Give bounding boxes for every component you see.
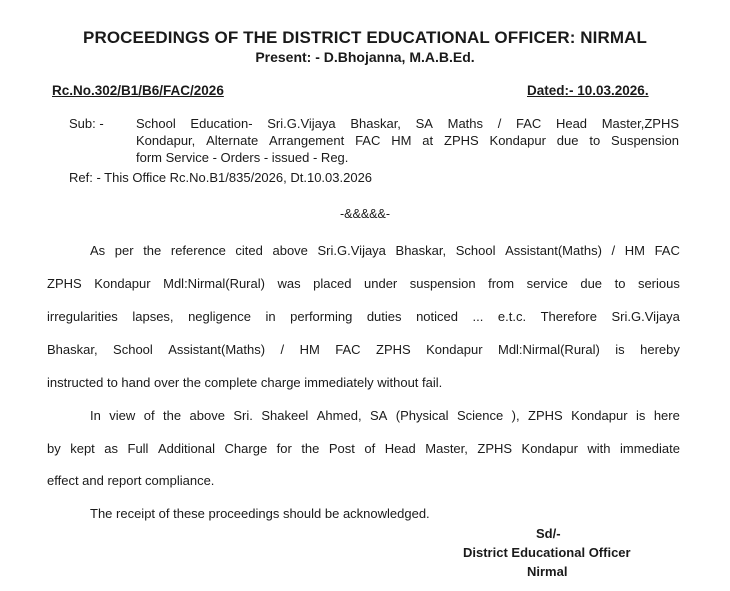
word: FAC — [654, 243, 680, 258]
present-officer: Present: - D.Bhojanna, M.A.B.Ed. — [255, 49, 475, 65]
word: Master, — [425, 441, 468, 456]
word: hereby — [640, 342, 680, 357]
word: Assistant(Maths) — [505, 243, 602, 258]
word: Kondapur — [426, 342, 483, 357]
word: suspension — [409, 276, 476, 291]
word: FAC — [355, 133, 381, 148]
word: HM — [624, 243, 645, 258]
word: Suspension — [611, 133, 679, 148]
word: ), — [511, 408, 520, 423]
word: Kondapur — [521, 441, 578, 456]
paragraph1-line-1 — [90, 243, 680, 258]
word: As — [90, 243, 106, 258]
word: Full — [127, 441, 149, 456]
word: Alternate — [206, 133, 259, 148]
word: Assistant(Maths) — [168, 342, 266, 357]
document-title: PROCEEDINGS OF THE DISTRICT EDUCATIONAL OFFICER: NIRMAL — [83, 28, 647, 47]
word: the — [143, 243, 162, 258]
word: noticed — [416, 309, 458, 324]
paragraph1-line — [90, 243, 680, 258]
paragraph1-line — [47, 309, 680, 324]
word: duties — [366, 309, 402, 324]
word: School — [136, 116, 176, 131]
word: of — [143, 408, 155, 423]
word: Bhaskar, — [47, 342, 98, 357]
signature-sd: Sd/- — [536, 526, 561, 541]
paragraph2-line-1 — [90, 408, 680, 423]
signature-place: Nirmal — [527, 564, 568, 579]
word: of — [364, 441, 376, 456]
word: reference — [170, 243, 226, 258]
word: was — [277, 276, 301, 291]
paragraph2-line-2 — [47, 441, 680, 456]
word: is — [615, 342, 625, 357]
word: irregularities — [47, 309, 118, 324]
word: Therefore — [540, 309, 597, 324]
word: Additional — [157, 441, 216, 456]
word: Kondapur — [94, 276, 151, 291]
word: from — [488, 276, 515, 291]
word: with — [587, 441, 611, 456]
word: ZPHS — [528, 408, 563, 423]
word: ZPHS — [376, 342, 411, 357]
word: for — [276, 441, 292, 456]
paragraph1-line-5: instructed to hand over the complete charge immediately without fail. — [47, 375, 443, 390]
word: kept — [70, 441, 95, 456]
word: view — [109, 408, 136, 423]
word: HM — [391, 133, 412, 148]
word: Sri.G.Vijaya — [611, 309, 680, 324]
word: / — [497, 116, 502, 131]
word: FAC — [515, 116, 542, 131]
separator: -&&&&&- — [339, 207, 390, 221]
word: per — [114, 243, 134, 258]
word: under — [364, 276, 398, 291]
word: Kondapur, — [136, 133, 196, 148]
word: Science — [456, 408, 504, 423]
word: above — [272, 243, 308, 258]
word: School — [455, 243, 496, 258]
word: negligence — [188, 309, 251, 324]
word: to — [614, 276, 626, 291]
word: Sri.G.Vijaya — [267, 116, 336, 131]
word: SA — [415, 116, 433, 131]
word: due — [580, 276, 603, 291]
word: Education- — [190, 116, 253, 131]
word: Shakeel — [261, 408, 309, 423]
word: Sri. — [233, 408, 253, 423]
word: Maths — [447, 116, 484, 131]
word: Kondapur — [571, 408, 628, 423]
paragraph1-line-2 — [47, 276, 680, 291]
paragraph2-line — [47, 441, 680, 456]
paragraph1-line-4 — [47, 342, 680, 357]
paragraph1-line — [47, 342, 680, 357]
word: the — [301, 441, 320, 456]
subject-line — [136, 116, 679, 131]
word: the — [163, 408, 182, 423]
word: is — [635, 408, 646, 423]
word: placed — [313, 276, 352, 291]
subject-line-1 — [136, 116, 679, 131]
reference-citation: Ref: - This Office Rc.No.B1/835/2026, Dt.10.03.2026 — [69, 170, 373, 185]
word: Master,ZPHS — [601, 116, 679, 131]
word: Head — [555, 116, 588, 131]
word: Kondapur — [489, 133, 546, 148]
word: Sri.G.Vijaya — [317, 243, 386, 258]
word: Post — [328, 441, 355, 456]
word: ZPHS — [477, 441, 513, 456]
word: Arrangement — [269, 133, 345, 148]
word: Bhaskar, — [350, 116, 401, 131]
word: Mdl:Nirmal(Rural) — [497, 342, 600, 357]
word: service — [526, 276, 568, 291]
word: ZPHS — [444, 133, 479, 148]
word: Charge — [224, 441, 268, 456]
word: Ahmed, — [316, 408, 362, 423]
word: in — [265, 309, 276, 324]
word: serious — [637, 276, 680, 291]
word: Bhaskar, — [395, 243, 447, 258]
word: performing — [290, 309, 353, 324]
word: FAC — [335, 342, 361, 357]
document-date: Dated:- 10.03.2026. — [527, 83, 649, 98]
word: Mdl:Nirmal(Rural) — [163, 276, 265, 291]
signature-designation: District Educational Officer — [463, 545, 631, 560]
word: / — [611, 243, 616, 258]
paragraph2-line — [90, 408, 680, 423]
subject-line-3: form Service - Orders - issued - Reg. — [136, 150, 349, 165]
word: due — [556, 133, 579, 148]
word: by — [47, 441, 61, 456]
receipt-note: The receipt of these proceedings should be acknowledged. — [90, 506, 430, 521]
word: immediate — [620, 441, 680, 456]
word: HM — [299, 342, 320, 357]
word: above — [189, 408, 225, 423]
paragraph2-line-3: effect and report compliance. — [47, 473, 215, 488]
paragraph1-line — [47, 276, 680, 291]
word: here — [653, 408, 680, 423]
subject-label: Sub: - — [69, 116, 104, 131]
word: to — [589, 133, 601, 148]
subject-line — [136, 133, 679, 148]
paragraph1-line-3 — [47, 309, 680, 324]
word: ... — [472, 309, 484, 324]
word: e.t.c. — [497, 309, 527, 324]
word: / — [280, 342, 285, 357]
subject-line-2 — [136, 133, 679, 148]
word: (Physical — [395, 408, 449, 423]
word: School — [113, 342, 153, 357]
word: SA — [370, 408, 388, 423]
word: at — [422, 133, 434, 148]
word: as — [104, 441, 119, 456]
word: Head — [384, 441, 416, 456]
reference-number: Rc.No.302/B1/B6/FAC/2026 — [52, 83, 224, 98]
word: In — [90, 408, 101, 423]
word: lapses, — [132, 309, 174, 324]
word: cited — [235, 243, 263, 258]
word: ZPHS — [47, 276, 82, 291]
